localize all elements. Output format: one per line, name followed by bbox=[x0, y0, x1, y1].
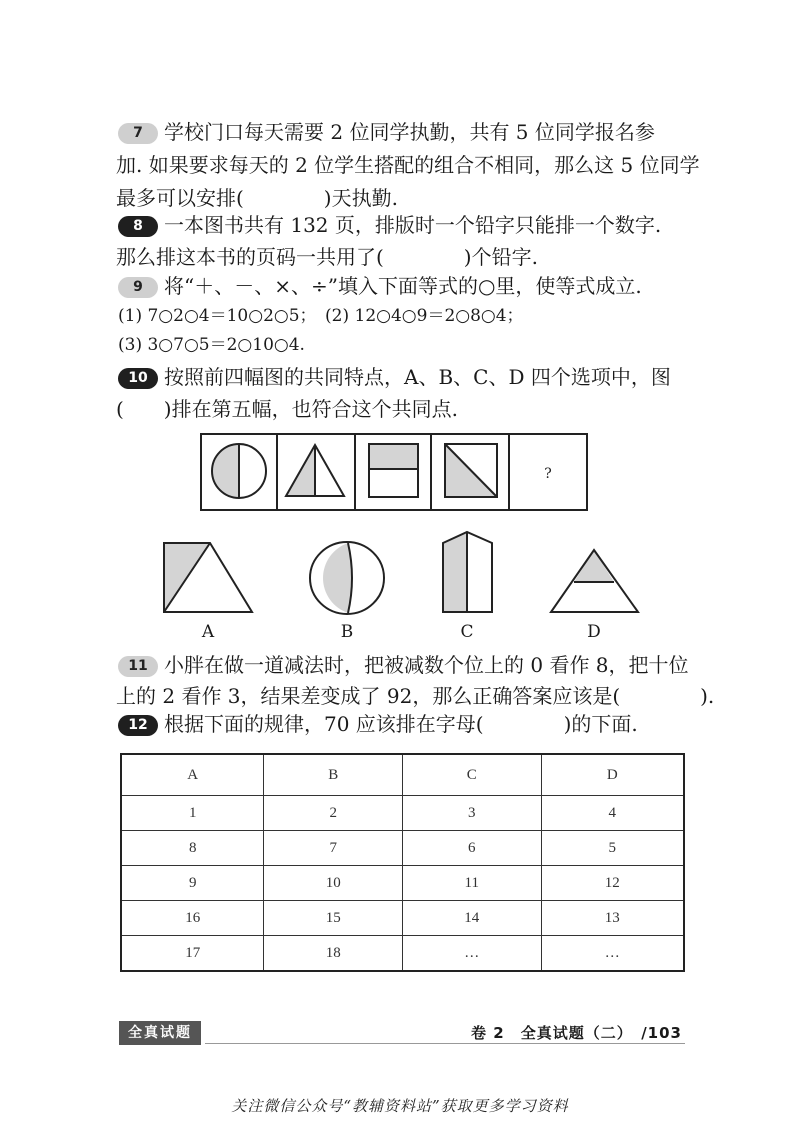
table-cell: 9 bbox=[121, 866, 264, 901]
option-b-figure bbox=[310, 542, 384, 614]
table-cell: 10 bbox=[264, 866, 403, 901]
q12-number-badge: 12 bbox=[118, 715, 158, 736]
q8-line2: 那么排这本书的页码一共用了( )个铅字. bbox=[116, 245, 538, 269]
table-cell: 1 bbox=[121, 796, 264, 831]
q12-text-1: 根据下面的规律，70 应该排在字母( )的下面. bbox=[164, 712, 638, 736]
option-b-label: B bbox=[340, 622, 354, 642]
table-row bbox=[121, 831, 684, 866]
table-cell: 7 bbox=[264, 831, 403, 866]
table-cell: 2 bbox=[264, 796, 403, 831]
q11-number-badge: 11 bbox=[118, 656, 158, 677]
q10-line2: ( )排在第五幅，也符合这个共同点. bbox=[116, 397, 458, 421]
q11-line1 bbox=[118, 648, 698, 682]
q10-number-badge: 10 bbox=[118, 368, 158, 389]
table-cell: D bbox=[541, 754, 684, 796]
table-cell: 11 bbox=[402, 866, 541, 901]
table-cell: 15 bbox=[264, 901, 403, 936]
q7-text-1: 学校门口每天需要 2 位同学执勤，共有 5 位同学报名参 bbox=[164, 120, 655, 144]
table-cell: 16 bbox=[121, 901, 264, 936]
figure-4-square-diagonal bbox=[445, 444, 497, 497]
option-c-label: C bbox=[460, 622, 474, 642]
q8-number-badge: 8 bbox=[118, 216, 158, 237]
q9-line2: (1) 7○2○4＝10○2○5； (2) 12○4○9＝2○8○4； bbox=[118, 306, 524, 326]
q8-text-1: 一本图书共有 132 页，排版时一个铅字只能排一个数字. bbox=[164, 213, 662, 237]
q12-pattern-table bbox=[120, 753, 685, 972]
table-cell: 12 bbox=[541, 866, 684, 901]
figure-5-question-mark: ? bbox=[544, 466, 552, 482]
q9-line3: (3) 3○7○5＝2○10○4. bbox=[118, 335, 305, 355]
table-row bbox=[121, 796, 684, 831]
table-cell: 5 bbox=[541, 831, 684, 866]
q7-line2: 加. 如果要求每天的 2 位学生搭配的组合不相同，那么这 5 位同学 bbox=[116, 153, 700, 177]
option-d-label: D bbox=[587, 622, 601, 642]
table-cell: 17 bbox=[121, 936, 264, 972]
option-d-figure bbox=[551, 550, 638, 612]
footer-section-badge: 全真试题 bbox=[119, 1021, 201, 1045]
table-row bbox=[121, 754, 684, 796]
q12-line1 bbox=[118, 707, 698, 741]
table-cell: 18 bbox=[264, 936, 403, 972]
table-cell: B bbox=[264, 754, 403, 796]
table-cell: 14 bbox=[402, 901, 541, 936]
figure-2-triangle bbox=[286, 445, 344, 496]
option-a-label: A bbox=[201, 622, 215, 642]
table-row bbox=[121, 866, 684, 901]
table-cell: 4 bbox=[541, 796, 684, 831]
q7-number-badge: 7 bbox=[118, 123, 158, 144]
footer-page-info: 卷 2 全真试题（二） /103 bbox=[471, 1024, 682, 1042]
table-row bbox=[121, 936, 684, 972]
table-row bbox=[121, 901, 684, 936]
table-cell: … bbox=[402, 936, 541, 972]
q7-line3: 最多可以安排( )天执勤. bbox=[116, 186, 398, 210]
table-cell: C bbox=[402, 754, 541, 796]
table-cell: A bbox=[121, 754, 264, 796]
table-cell: 8 bbox=[121, 831, 264, 866]
q9-text-1: 将“＋、－、×、÷”填入下面等式的○里，使等式成立. bbox=[164, 274, 642, 298]
table-cell: 3 bbox=[402, 796, 541, 831]
figure-3-square bbox=[369, 444, 418, 497]
q10-text-1: 按照前四幅图的共同特点，A、B、C、D 四个选项中，图 bbox=[164, 365, 671, 389]
table-cell: 6 bbox=[402, 831, 541, 866]
footer-divider bbox=[205, 1043, 685, 1044]
option-c-figure bbox=[443, 532, 492, 612]
figure-1-circle bbox=[212, 444, 266, 498]
q11-line2: 上的 2 看作 3，结果差变成了 92，那么正确答案应该是( ). bbox=[116, 684, 715, 708]
q9-number-badge: 9 bbox=[118, 277, 158, 298]
table-cell: 13 bbox=[541, 901, 684, 936]
q11-text-1: 小胖在做一道减法时，把被减数个位上的 0 看作 8，把十位 bbox=[164, 653, 689, 677]
option-a-figure bbox=[164, 543, 252, 612]
table-cell: … bbox=[541, 936, 684, 972]
watermark-text: 关注微信公众号“教辅资料站”获取更多学习资料 bbox=[231, 1097, 569, 1115]
